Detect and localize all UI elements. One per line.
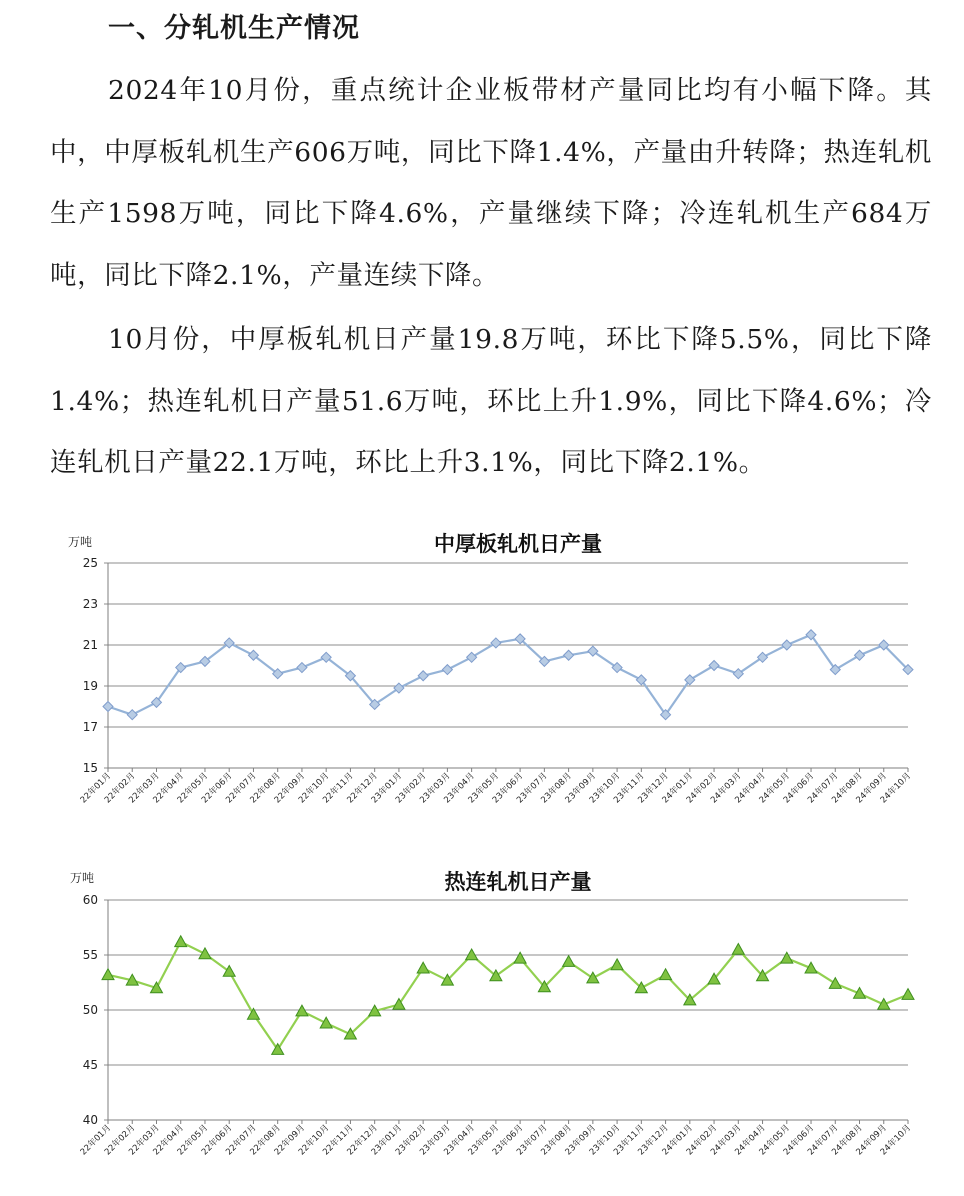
x-tick-label: 24年08月 (830, 771, 865, 806)
x-tick-label: 23年06月 (490, 1123, 526, 1158)
x-tick-label: 22年09月 (272, 771, 308, 806)
x-tick-label: 22年12月 (345, 771, 380, 806)
chart-svg (50, 520, 930, 820)
x-tick-label: 22年10月 (296, 1123, 332, 1158)
x-tick-label: 24年09月 (854, 1123, 889, 1158)
data-point (855, 650, 865, 660)
x-tick-label: 22年11月 (321, 1123, 356, 1158)
data-point (587, 972, 599, 983)
x-tick-label: 22年06月 (199, 1123, 235, 1158)
x-tick-label: 22年02月 (102, 771, 138, 806)
chart-svg (50, 860, 930, 1185)
x-tick-label: 22年04月 (151, 1123, 186, 1158)
y-axis-unit: 万吨 (70, 871, 95, 885)
data-point (782, 640, 792, 650)
data-point (514, 952, 526, 963)
data-point (732, 944, 744, 955)
x-tick-label: 24年01月 (660, 771, 695, 806)
x-tick-label: 23年03月 (418, 771, 453, 806)
x-tick-label: 23年12月 (636, 771, 671, 806)
y-tick-label: 40 (82, 1113, 98, 1127)
x-tick-label: 23年01月 (369, 1123, 405, 1158)
data-point (563, 956, 575, 967)
y-tick-label: 60 (82, 893, 98, 907)
x-tick-label: 22年09月 (272, 1123, 308, 1158)
x-tick-label: 23年08月 (539, 771, 574, 806)
x-tick-label: 24年03月 (709, 771, 744, 806)
x-tick-label: 22年05月 (175, 1123, 211, 1158)
data-point (611, 959, 623, 970)
x-tick-label: 23年05月 (466, 1123, 502, 1158)
x-tick-label: 22年10月 (296, 771, 332, 806)
x-tick-label: 22年08月 (248, 771, 283, 806)
x-tick-label: 24年02月 (684, 1123, 720, 1158)
data-point (199, 948, 211, 959)
y-tick-label: 55 (82, 948, 98, 962)
x-tick-label: 22年06月 (199, 771, 235, 806)
x-tick-label: 22年01月 (78, 771, 114, 806)
x-tick-label: 23年02月 (393, 771, 429, 806)
x-tick-label: 24年07月 (805, 771, 841, 806)
data-point (467, 652, 477, 662)
hot-strip-mill-daily-output-chart (50, 860, 930, 1185)
x-tick-label: 24年01月 (660, 1123, 695, 1158)
x-tick-label: 23年02月 (393, 1123, 429, 1158)
x-tick-label: 23年10月 (587, 1123, 623, 1158)
y-tick-label: 50 (82, 1003, 98, 1017)
x-tick-label: 23年03月 (418, 1123, 453, 1158)
data-point (709, 661, 719, 671)
x-tick-label: 22年03月 (127, 1123, 162, 1158)
x-tick-label: 22年07月 (224, 1123, 259, 1158)
x-tick-label: 23年01月 (369, 771, 405, 806)
y-tick-label: 21 (82, 638, 98, 652)
x-tick-label: 22年12月 (345, 1123, 380, 1158)
data-point (660, 969, 672, 980)
x-tick-label: 23年10月 (587, 771, 623, 806)
data-point (781, 952, 793, 963)
data-point (466, 949, 478, 960)
x-tick-label: 24年07月 (805, 1123, 841, 1158)
x-tick-label: 24年03月 (709, 1123, 744, 1158)
x-tick-label: 22年05月 (175, 771, 211, 806)
paragraph-daily-output: 10月份，中厚板轧机日产量19.8万吨，环比下降5.5%，同比下降1.4%；热连轧机日产量51.6万吨，环比上升1.9%，同比下降4.6%；冷连轧机日产量22.1万吨，环比上升3.1%，同比下降2.1%。 (50, 324, 932, 478)
x-tick-label: 23年09月 (563, 1123, 598, 1158)
chart-title: 热连轧机日产量 (444, 870, 592, 894)
y-tick-label: 25 (82, 556, 98, 570)
data-point (491, 638, 501, 648)
data-point (418, 671, 428, 681)
y-axis-unit: 万吨 (68, 535, 93, 549)
data-point (829, 978, 841, 989)
plate-mill-daily-output-chart (50, 520, 930, 820)
y-tick-label: 19 (82, 679, 98, 693)
data-point (442, 665, 452, 675)
x-tick-label: 22年03月 (127, 771, 162, 806)
x-tick-label: 24年10月 (878, 771, 914, 806)
x-tick-label: 23年08月 (539, 1123, 574, 1158)
x-tick-label: 22年07月 (224, 771, 259, 806)
data-point (103, 702, 113, 712)
y-tick-label: 15 (82, 761, 98, 775)
x-tick-label: 24年09月 (854, 771, 889, 806)
x-tick-label: 24年06月 (781, 1123, 817, 1158)
x-tick-label: 23年12月 (636, 1123, 671, 1158)
x-tick-label: 23年04月 (442, 1123, 477, 1158)
x-tick-label: 24年05月 (757, 1123, 792, 1158)
data-point (102, 969, 114, 980)
x-tick-label: 22年01月 (78, 1123, 114, 1158)
x-tick-label: 22年02月 (102, 1123, 138, 1158)
x-tick-label: 24年02月 (684, 771, 720, 806)
data-point (320, 1017, 332, 1028)
x-tick-label: 23年05月 (466, 771, 502, 806)
x-tick-label: 23年07月 (515, 1123, 550, 1158)
x-tick-label: 24年05月 (757, 771, 792, 806)
x-tick-label: 23年11月 (612, 771, 647, 806)
paragraph-production-summary: 2024年10月份，重点统计企业板带材产量同比均有小幅下降。其中，中厚板轧机生产606万吨，同比下降1.4%，产量由升转降；热连轧机生产1598万吨，同比下降4.6%，产量继续下降；冷连轧机生产684万吨，同比下降2.1%，产量连续下降。 (50, 75, 932, 291)
y-tick-label: 23 (82, 597, 98, 611)
data-point (417, 962, 429, 973)
data-point (127, 710, 137, 720)
data-point (297, 663, 307, 673)
section-heading: 一、分轧机生产情况 (108, 13, 360, 44)
x-tick-label: 24年06月 (781, 771, 817, 806)
x-tick-label: 24年04月 (733, 1123, 768, 1158)
chart-title: 中厚板轧机日产量 (434, 532, 602, 556)
x-tick-label: 23年06月 (490, 771, 526, 806)
x-tick-label: 23年11月 (612, 1123, 647, 1158)
x-tick-label: 24年10月 (878, 1123, 914, 1158)
x-tick-label: 22年11月 (321, 771, 356, 806)
y-tick-label: 45 (82, 1058, 98, 1072)
data-point (902, 989, 914, 1000)
x-tick-label: 22年04月 (151, 771, 186, 806)
x-tick-label: 24年08月 (830, 1123, 865, 1158)
data-point (175, 936, 187, 947)
x-tick-label: 23年09月 (563, 771, 598, 806)
x-tick-label: 24年04月 (733, 771, 768, 806)
x-tick-label: 23年07月 (515, 771, 550, 806)
x-tick-label: 23年04月 (442, 771, 477, 806)
data-point (564, 650, 574, 660)
x-tick-label: 22年08月 (248, 1123, 283, 1158)
y-tick-label: 17 (82, 720, 98, 734)
